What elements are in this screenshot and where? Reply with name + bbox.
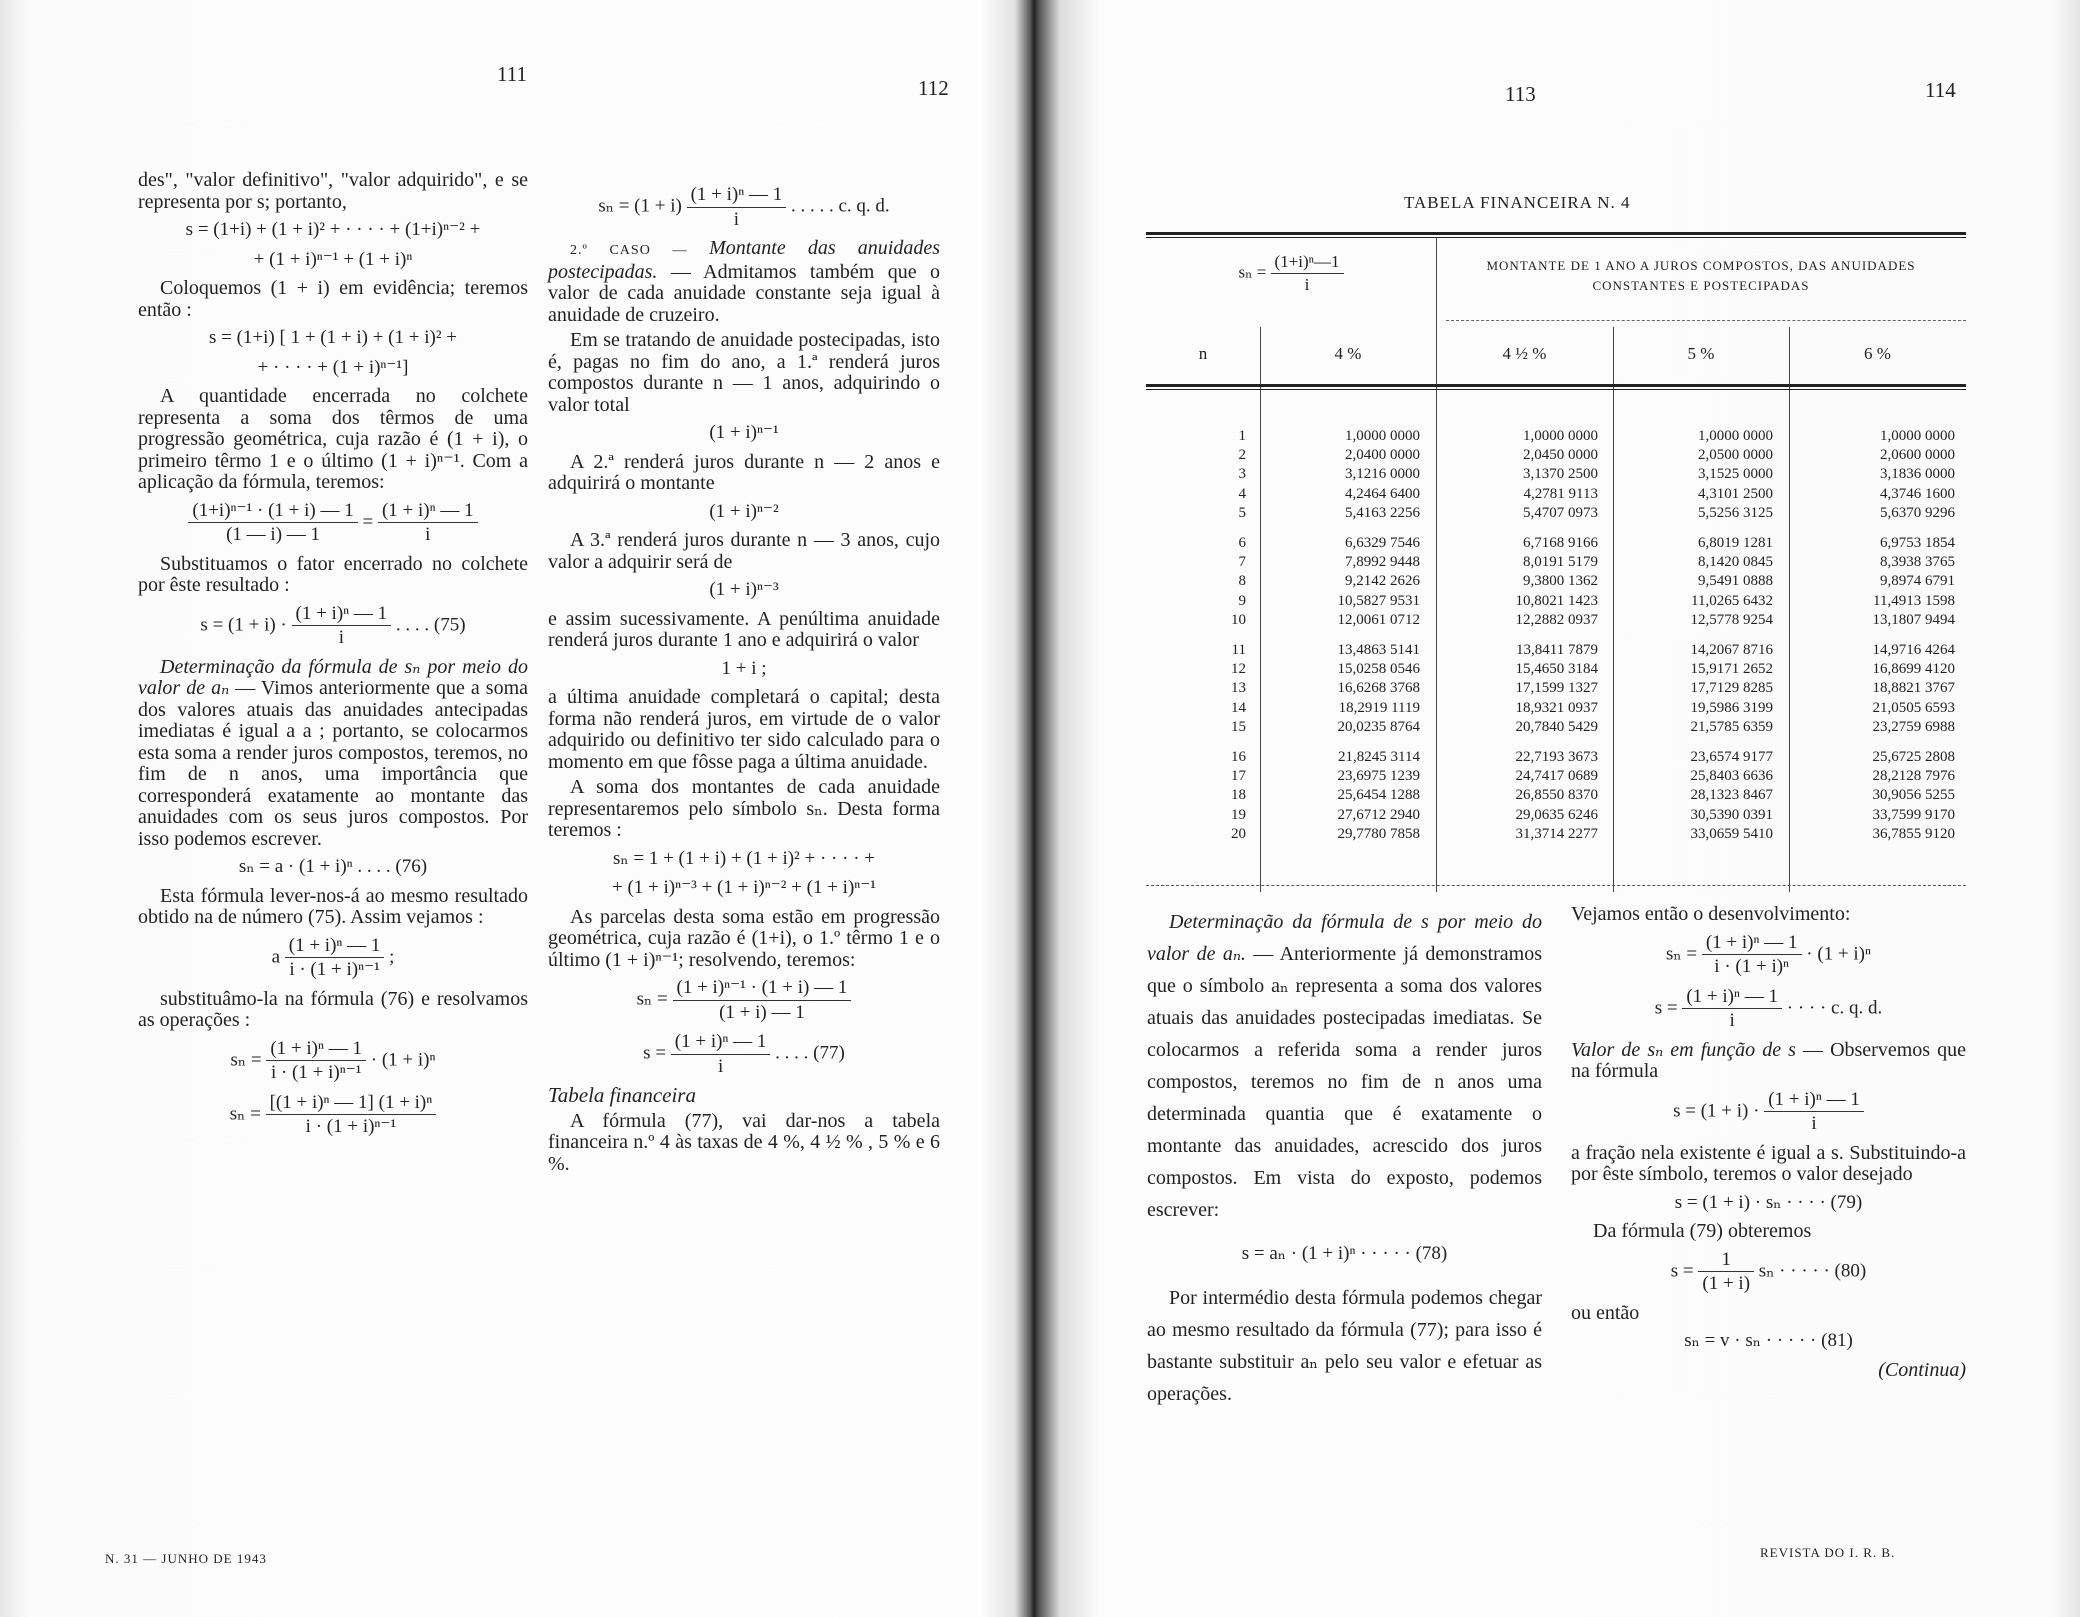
value-cell: 3,1836 0000	[1880, 466, 1955, 483]
value-cell: 25,6454 1288	[1337, 787, 1420, 804]
rate-header: 4 %	[1334, 344, 1362, 363]
subheading: Determinação da fórmula de sₙ por meio do valor de aₙ	[138, 655, 528, 699]
value-cell: 12,0061 0712	[1337, 611, 1420, 628]
rate-column-5	[1613, 427, 1773, 855]
row-group	[1260, 534, 1420, 630]
n-cell: 3	[1238, 466, 1246, 483]
row-group	[1613, 641, 1773, 737]
value-cell: 20,7840 5429	[1515, 718, 1598, 735]
value-cell: 33,7599 9170	[1872, 806, 1955, 823]
paragraph: Vejamos então o desenvolvimento:	[1571, 903, 1851, 925]
value-cell: 10,5827 9531	[1337, 592, 1420, 609]
equation: sₙ = $\frac{\text{(1 + i)ⁿ — 1}}{\text{i · (1 + i)ⁿ⁻¹}}$ · (1 + i)ⁿ	[230, 1037, 436, 1083]
paragraph: As parcelas desta soma estão em progressão geométrica, cuja razão é (1+i), o 1.º têrmo 1 e o último (1 + i)ⁿ⁻¹; resolvendo, teremos:	[548, 905, 940, 971]
value-cell: 13,1807 9494	[1872, 611, 1955, 628]
value-cell: 25,6725 2808	[1872, 749, 1955, 766]
n-cell: 18	[1231, 787, 1246, 804]
footer-right: REVISTA DO I. R. B.	[1760, 1545, 1896, 1560]
rate-column-4-5	[1436, 427, 1598, 855]
paragraph: — Observemos que na fórmula	[1571, 1038, 1966, 1082]
n-cell: 15	[1231, 718, 1246, 735]
paragraph: A soma dos montantes de cada anuidade representaremos pelo símbolo sₙ. Desta forma teremos :	[548, 776, 940, 841]
n-cell: 8	[1238, 573, 1246, 590]
equation: s = (1+i) + (1 + i)² + · · · · + (1+i)ⁿ⁻² +	[185, 219, 481, 240]
value-cell: 8,3938 3765	[1880, 554, 1955, 571]
row-group	[1613, 534, 1773, 630]
value-cell: 15,0258 0546	[1337, 661, 1420, 678]
value-cell: 1,0000 0000	[1345, 428, 1420, 444]
value-cell: 22,7193 3673	[1515, 749, 1598, 766]
value-cell: 21,5785 6359	[1690, 718, 1773, 735]
value-cell: 18,9321 0937	[1515, 699, 1598, 716]
n-cell: 20	[1231, 825, 1246, 842]
continua-label: (Continua)	[1878, 1358, 1966, 1381]
value-cell: 26,8550 8370	[1515, 787, 1598, 804]
value-cell: 19,5986 3199	[1690, 699, 1773, 716]
value-cell: 4,2781 9113	[1523, 485, 1598, 502]
equation: s = (1+i) [ 1 + (1 + i) + (1 + i)² +	[209, 327, 457, 348]
page-number-112: 112	[918, 76, 949, 100]
equation: 1 + i ;	[721, 657, 767, 679]
value-cell: 30,5390 0391	[1690, 806, 1773, 823]
equation-77: s = $\frac{\text{(1 + i)ⁿ — 1}}{i}$ . . . . (77)	[643, 1031, 845, 1077]
value-cell: 4,3746 1600	[1880, 485, 1955, 502]
page-112-column: sₙ = (1 + i) $\frac{\text{(1 + i)ⁿ — 1}}{i}$ . . . . . c. q. d. 2.º CASO — Montante das anuidades postecipadas. — Admitamos também que o valor de cada anuidade constante seja igual à anuidade de cruzeiro. Em se tratando de anuidade postecipadas, isto é, pagas no fim do ano, a 1.ª renderá juros compostos durante n — 1 anos, adquirindo o valor total (1 + i)ⁿ⁻¹ A 2.ª renderá juros durante n — 2 anos e adquirirá o montante (1 + i)ⁿ⁻² A 3.ª renderá juros durante n — 3 anos, cujo valor a adquirir será de (1 + i)ⁿ⁻³ e assim sucessivamente. A penúltima anuidade renderá juros durante 1 ano e adquirirá o valor 1 + i ; a última anuidade completará o capital; desta forma não renderá juros, em virtude de o valor adquirido ou definitivo ter sido calculado para o momento em que fôsse paga a última anuidade. A soma dos montantes de cada anuidade representaremos pelo símbolo sₙ. Desta forma teremos : sₙ = 1 + (1 + i) + (1 + i)² + · · · · + + (1 + i)ⁿ⁻³ + (1 + i)ⁿ⁻² + (1 + i)ⁿ⁻¹ As parcelas desta soma estão em progressão geométrica, cuja razão é (1+i), o 1.º têrmo 1 e o último (1 + i)ⁿ⁻¹; resolvendo, teremos: sₙ = $\frac{\text{(1 + i)ⁿ⁻¹ · (1 + i) — 1}}{(1 + i) — 1}$ s = $\frac{\text{(1 + i)ⁿ — 1}}{i}$ . . . . (77) Tabela financeira A fórmula (77), vai dar-nos a tabela financeira n.º 4 às taxas de 4 %, 4 ½ % , 5 % e 6 %.	[548, 184, 941, 1175]
paragraph: des", "valor definitivo", "valor adquirido", e se representa por s	[138, 169, 528, 213]
equation-76: sₙ = a · (1 + i)ⁿ . . . . (76)	[238, 856, 428, 877]
equation: s = (1 + i) · $\frac{\text{(1 + i)ⁿ — 1}}{i}$	[1571, 1089, 1966, 1135]
value-cell: 2,0450 0000	[1523, 447, 1598, 464]
value-cell: 16,8699 4120	[1872, 661, 1955, 678]
table-title: TABELA FINANCEIRA N. 4	[1404, 193, 1631, 212]
equation: sₙ = 1 + (1 + i) + (1 + i)² + · · · · +	[613, 847, 875, 869]
value-cell: 18,2919 1119	[1338, 699, 1420, 716]
rate-header: 5 %	[1687, 344, 1715, 363]
value-cell: 1,0000 0000	[1880, 428, 1955, 444]
rate-column-4	[1260, 427, 1420, 855]
equation-75: s = (1 + i) · $\frac{\text{(1 + i)ⁿ — 1}}{i}$ . . . . (75)	[200, 602, 466, 648]
value-cell: 23,6975 1239	[1337, 768, 1420, 785]
value-cell: 6,9753 1854	[1880, 535, 1955, 552]
paragraph: Em se tratando de anuidade postecipadas, isto é, pagas no fim do ano, a 1.ª renderá juros compostos durante n — 1 anos, adquirindo o valor total	[548, 329, 940, 416]
value-cell: 6,6329 7546	[1345, 535, 1420, 552]
value-cell: 18,8821 3767	[1872, 680, 1955, 697]
row-group	[1789, 641, 1955, 737]
row-group	[1436, 641, 1598, 737]
n-cell: 14	[1231, 699, 1246, 716]
equation: (1 + i)ⁿ⁻³	[709, 579, 779, 600]
row-group	[1789, 534, 1955, 630]
paragraph: substituâmo-la na fórmula (76) e resolvamos as operações :	[138, 987, 528, 1031]
n-cell: 6	[1238, 535, 1246, 552]
value-cell: 11,0265 6432	[1691, 592, 1773, 609]
value-cell: 5,4707 0973	[1523, 504, 1598, 521]
row-group	[1146, 534, 1246, 630]
page-113-column	[1147, 906, 1542, 1414]
value-cell: 21,8245 3114	[1338, 749, 1420, 766]
equation: + · · · · + (1 + i)ⁿ⁻¹]	[257, 356, 409, 378]
paragraph: — Anteriormente já demonstramos que o símbolo aₙ representa a soma dos valores atuais das anuidades postecipadas imediatas. Se colocarmos a referida soma a render juros compostos, teremos no fim de n anos uma determinada quantia que é exatamente o montante das anuidades, acrescido dos juros compostos. Em vista do exposto, podemos escrever:	[1147, 943, 1542, 1221]
equation: sₙ = $\frac{\text{[(1 + i)ⁿ — 1] (1 + i)ⁿ}}{\text{i · (1 + i)ⁿ⁻¹}}$	[138, 1092, 528, 1138]
n-cell: 2	[1238, 447, 1246, 464]
paragraph: a fração nela existente é igual a s. Substituindo-a por êste símbolo, teremos o valor desejado	[1571, 1141, 1966, 1185]
value-cell: 11,4913 1598	[1873, 592, 1955, 609]
n-column	[1146, 427, 1246, 855]
value-cell: 31,3714 2277	[1515, 825, 1598, 842]
value-cell: 24,7417 0689	[1515, 768, 1598, 785]
n-cell: 13	[1231, 680, 1246, 697]
paragraph: — Vimos anteriormente que a soma dos valores atuais das anuidades antecipadas imediatas é igual a a ; portanto, se colocarmos esta soma a render juros compostos, teremos, no fim de n anos, uma importância que corresponderá exatamente ao montante das anuidades com os seus juros compostos. Por isso podemos escrever.	[138, 677, 528, 850]
row-group	[1146, 427, 1246, 523]
equation: + (1 + i)ⁿ⁻³ + (1 + i)ⁿ⁻² + (1 + i)ⁿ⁻¹	[612, 877, 876, 898]
value-cell: 28,1323 8467	[1690, 787, 1773, 804]
n-cell: 7	[1238, 554, 1246, 571]
row-group	[1436, 748, 1598, 844]
paragraph: ou então	[1571, 1301, 1640, 1324]
equation: + (1 + i)ⁿ⁻¹ + (1 + i)ⁿ	[253, 248, 413, 270]
page-111-column: des", "valor definitivo", "valor adquirido", e se representa por s; portanto, s = (1+i) + (1 + i)² + · · · · + (1+i)ⁿ⁻² + + (1 + i)ⁿ⁻¹ + (1 + i)ⁿ Coloquemos (1 + i) em evidência; teremos então : s = (1+i) [ 1 + (1 + i) + (1 + i)² + + · · · · + (1 + i)ⁿ⁻¹] A quantidade encerrada no colchete representa a soma dos têrmos de uma progressão geométrica, cuja razão é (1 + i), o primeiro têrmo 1 e o último (1 + i)ⁿ⁻¹. Com a aplicação da fórmula, teremos: $\frac{\text{(1+i)ⁿ⁻¹ · (1 + i) — 1}}{(1 — i) — 1}$ = $\frac{\text{(1 + i)ⁿ — 1}}{i}$ Substituamos o fator encerrado no colchete por êste resultado : s = (1 + i) · $\frac{\text{(1 + i)ⁿ — 1}}{i}$ . . . . (75) Determinação da fórmula de sₙ por meio do valor de aₙ — Vimos anteriormente que a soma dos valores atuais das anuidades antecipadas imediatas é igual a a ; portanto, se colocarmos esta soma a render juros compostos, teremos, no fim de n anos, uma importância que corresponderá exatamente ao montante das anuidades com os seus juros compostos. Por isso podemos escrever. sₙ = a · (1 + i)ⁿ . . . . (76) Esta fórmula lever-nos-á ao mesmo resultado obtido na de número (75). Assim vejamos : a $\frac{\text{(1 + i)ⁿ — 1}}{\text{i · (1 + i)ⁿ⁻¹}}$ ; substituâmo-la na fórmula (76) e resolvamos as operações : sₙ = $\frac{\text{(1 + i)ⁿ — 1}}{\text{i · (1 + i)ⁿ⁻¹}}$ · (1 + i)ⁿ sₙ = $\frac{\text{[(1 + i)ⁿ — 1] (1 + i)ⁿ}}{\text{i · (1 + i)ⁿ⁻¹}}$	[138, 169, 528, 1137]
paragraph: — Admitamos também que o valor de cada anuidade constante seja igual à anuidade de cruzeiro.	[548, 260, 940, 326]
row-group	[1146, 641, 1246, 737]
n-cell: 12	[1231, 661, 1246, 678]
footer-left: N. 31 — JUNHO DE 1943	[105, 1551, 267, 1566]
value-cell: 23,2759 6988	[1872, 718, 1955, 735]
subheading: Valor de sₙ em função de s	[1571, 1038, 1796, 1061]
n-cell: 4	[1238, 485, 1246, 502]
value-cell: 9,2142 2626	[1345, 573, 1420, 590]
value-cell: 2,0400 0000	[1345, 447, 1420, 464]
n-cell: 17	[1231, 768, 1246, 785]
n-cell: 11	[1231, 642, 1246, 659]
row-group	[1789, 748, 1955, 844]
value-cell: 9,8974 6791	[1880, 573, 1955, 590]
value-cell: 6,7168 9166	[1523, 535, 1598, 552]
value-cell: 27,6712 2940	[1337, 806, 1420, 823]
value-cell: 21,0505 6593	[1872, 699, 1955, 716]
paragraph: Substituamos o fator encerrado no colchete por êste resultado :	[138, 552, 528, 596]
equation: sₙ = $\frac{\text{(1 + i)ⁿ⁻¹ · (1 + i) — 1}}{(1 + i) — 1}$	[548, 977, 940, 1023]
value-cell: 6,8019 1281	[1698, 535, 1773, 552]
value-cell: 9,3800 1362	[1523, 573, 1598, 590]
value-cell: 36,7855 9120	[1872, 825, 1955, 842]
page-number-113: 113	[1505, 82, 1536, 106]
value-cell: 4,3101 2500	[1698, 485, 1773, 502]
value-cell: 28,2128 7976	[1872, 768, 1955, 785]
value-cell: 29,0635 6246	[1515, 806, 1598, 823]
rate-header: 4 ½ %	[1502, 344, 1547, 363]
paragraph: Esta fórmula lever-nos-á ao mesmo resultado obtido na de número (75). Assim vejamos :	[138, 884, 528, 928]
paragraph: a última anuidade completará o capital; desta forma não renderá juros, em virtude de o valor adquirido ou definitivo ter sido calculado para o momento em que fôsse paga a última anuidade.	[548, 686, 940, 773]
row-group	[1613, 427, 1773, 523]
financial-table	[1146, 232, 1966, 887]
paragraph: A fórmula (77), vai dar-nos a tabela financeira n.º 4 às taxas de 4 %, 4 ½ % , 5 % e 6 %.	[548, 1109, 940, 1175]
value-cell: 20,0235 8764	[1337, 718, 1420, 735]
equation-79: s = (1 + i) · sₙ · · · · (79)	[1674, 1191, 1863, 1213]
value-cell: 15,9171 2652	[1690, 661, 1773, 678]
subheading: Tabela financeira	[548, 1083, 696, 1107]
n-column-header: n	[1198, 344, 1208, 363]
page-114-column	[1571, 904, 1966, 1385]
value-cell: 8,0191 5179	[1523, 554, 1598, 571]
row-group	[1613, 748, 1773, 844]
paragraph: Da fórmula (79) obteremos	[1593, 1220, 1812, 1242]
value-cell: 29,7780 7858	[1337, 825, 1420, 842]
value-cell: 9,5491 0888	[1698, 573, 1773, 590]
value-cell: 17,7129 8285	[1690, 680, 1773, 697]
equation: s = $\frac{\text{(1 + i)ⁿ — 1}}{i}$ · · · · c. q. d.	[1654, 985, 1883, 1031]
equation: a $\frac{\text{(1 + i)ⁿ — 1}}{\text{i · (1 + i)ⁿ⁻¹}}$ ;	[271, 934, 395, 980]
value-cell: 23,6574 9177	[1690, 749, 1773, 766]
value-cell: 5,4163 2256	[1345, 504, 1420, 521]
value-cell: 14,9716 4264	[1872, 642, 1955, 659]
value-cell: 3,1370 2500	[1523, 466, 1598, 483]
row-group	[1260, 748, 1420, 844]
row-group	[1260, 427, 1420, 523]
subheading: Montante das anuidades postecipadas.	[548, 237, 941, 283]
row-group	[1436, 534, 1598, 630]
n-cell: 10	[1231, 611, 1246, 628]
page-number-111: 111	[497, 62, 527, 86]
n-cell: 5	[1238, 504, 1246, 521]
value-cell: 1,0000 0000	[1698, 428, 1773, 444]
value-cell: 12,5778 9254	[1690, 611, 1773, 628]
equation: $\frac{\text{(1+i)ⁿ⁻¹ · (1 + i) — 1}}{(1 — i) — 1}$ = $\frac{\text{(1 + i)ⁿ — 1}}{i}$	[138, 500, 528, 546]
value-cell: 1,0000 0000	[1523, 428, 1598, 444]
value-cell: 7,8992 9448	[1345, 554, 1420, 571]
value-cell: 2,0600 0000	[1880, 447, 1955, 464]
paragraph: A 2.ª renderá juros durante n — 2 anos e adquirirá o montante	[548, 450, 940, 494]
value-cell: 13,8411 7879	[1516, 642, 1598, 659]
equation: (1 + i)ⁿ⁻²	[709, 500, 779, 522]
equation-80: s = $\frac{1}{(1 + i)}$ sₙ · · · · · (80)	[1670, 1248, 1867, 1294]
n-cell: 1	[1238, 428, 1246, 444]
subheading: Determinação da fórmula de s por meio do valor de aₙ.	[1147, 911, 1542, 965]
equation: sₙ = $\frac{\text{(1 + i)ⁿ — 1}}{\text{i · (1 + i)ⁿ}}$ · (1 + i)ⁿ	[1666, 931, 1871, 977]
rate-column-6	[1789, 427, 1955, 855]
value-cell: 33,0659 5410	[1690, 825, 1773, 842]
rate-header: 6 %	[1864, 344, 1891, 363]
value-cell: 14,2067 8716	[1690, 642, 1773, 659]
value-cell: 3,1216 0000	[1345, 466, 1420, 483]
equation-78: s = aₙ · (1 + i)ⁿ · · · · · (78)	[1241, 1243, 1448, 1264]
value-cell: 5,5256 3125	[1698, 504, 1773, 521]
n-cell: 9	[1238, 592, 1246, 609]
paragraph: Coloquemos (1 + i) em evidência; teremos então :	[138, 277, 528, 321]
value-cell: 12,2882 0937	[1515, 611, 1598, 628]
value-cell: 4,2464 6400	[1345, 485, 1420, 502]
table-header: MONTANTE DE 1 ANO A JUROS COMPOSTOS, DAS ANUIDADES CONSTANTES E POSTECIPADAS	[1486, 258, 1916, 293]
value-cell: 17,1599 1327	[1515, 680, 1598, 697]
value-cell: 8,1420 0845	[1698, 554, 1773, 571]
table-formula: sₙ = $\frac{\text{(1+i)ⁿ—1}}{i}$	[1156, 252, 1426, 295]
paragraph: e assim sucessivamente. A penúltima anuidade renderá juros durante 1 ano e adquirirá o valor	[548, 607, 940, 651]
value-cell: 16,6268 3768	[1337, 680, 1420, 697]
paragraph: Por intermédio desta fórmula podemos chegar ao mesmo resultado da fórmula (77); para isso é bastante substituir aₙ pelo seu valor e efetuar as operações.	[1147, 1287, 1542, 1405]
value-cell: 13,4863 5141	[1337, 642, 1420, 659]
page-number-114: 114	[1925, 78, 1956, 102]
row-group	[1789, 427, 1955, 523]
n-cell: 16	[1231, 749, 1246, 766]
value-cell: 25,8403 6636	[1690, 768, 1773, 785]
value-cell: 5,6370 9296	[1880, 504, 1955, 521]
value-cell: 2,0500 0000	[1698, 447, 1773, 464]
paragraph: A 3.ª renderá juros durante n — 3 anos, cujo valor a adquirir será de	[548, 529, 940, 573]
row-group	[1260, 641, 1420, 737]
value-cell: 10,8021 1423	[1515, 592, 1598, 609]
row-group	[1436, 427, 1598, 523]
row-group	[1146, 748, 1246, 844]
value-cell: 15,4650 3184	[1515, 661, 1598, 678]
paragraph: A quantidade encerrada no colchete representa a soma dos têrmos de uma progressão geométrica, cuja razão é (1 + i), o primeiro têrmo 1 e o último (1 + i)ⁿ⁻¹. Com a aplicação da fórmula, teremos:	[138, 385, 528, 493]
value-cell: 3,1525 0000	[1698, 466, 1773, 483]
equation: sₙ = (1 + i) $\frac{\text{(1 + i)ⁿ — 1}}{i}$ . . . . . c. q. d.	[598, 184, 890, 230]
equation-81: sₙ = v · sₙ · · · · · (81)	[1684, 1330, 1853, 1351]
n-cell: 19	[1231, 806, 1246, 823]
equation: (1 + i)ⁿ⁻¹	[709, 422, 779, 443]
value-cell: 30,9056 5255	[1872, 787, 1955, 804]
